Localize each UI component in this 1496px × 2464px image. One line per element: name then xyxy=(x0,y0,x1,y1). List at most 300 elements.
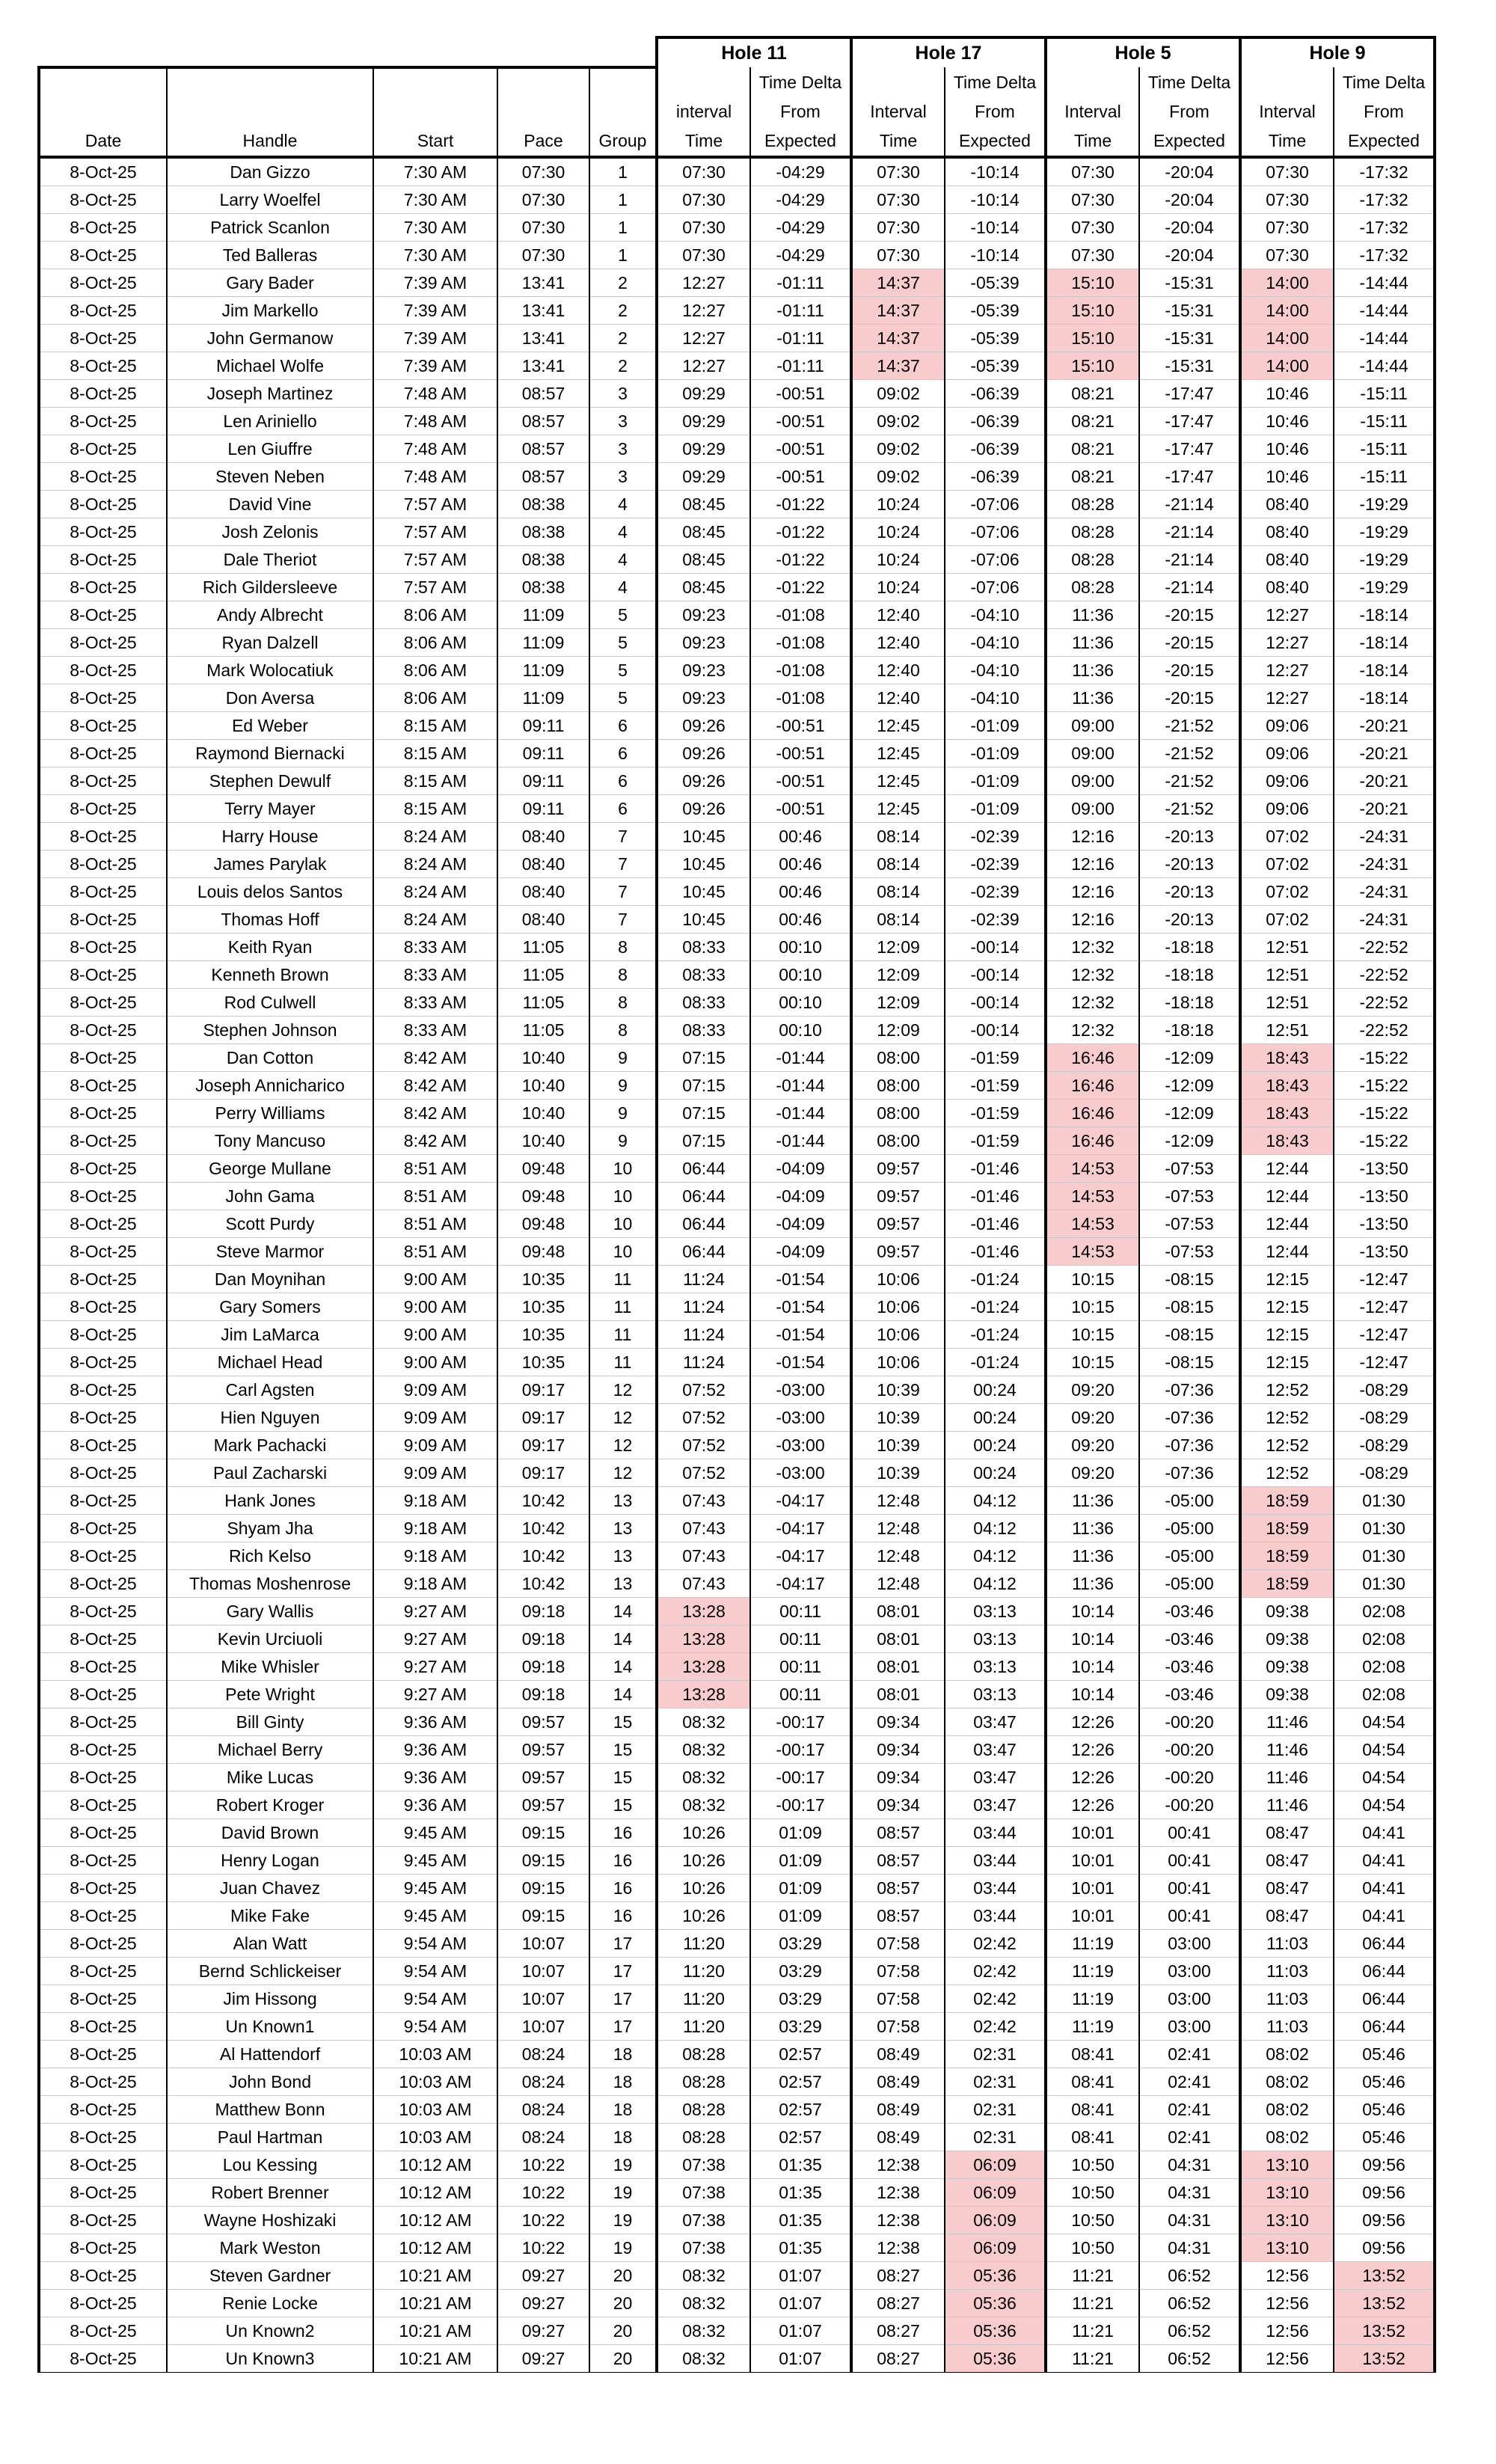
h17-delta-cell: 05:36 xyxy=(945,2345,1046,2373)
h17-interval-cell: 12:40 xyxy=(851,657,945,684)
h17-interval-cell: 12:09 xyxy=(851,934,945,961)
h17-interval-cell: 10:24 xyxy=(851,518,945,546)
pace-cell: 09:11 xyxy=(497,712,589,740)
table-row xyxy=(39,1515,1435,1542)
table-row xyxy=(39,352,1435,380)
h9-interval-cell: 11:46 xyxy=(1240,1708,1334,1736)
table-row xyxy=(39,1487,1435,1515)
h5-delta-cell: -00:20 xyxy=(1139,1736,1240,1764)
start-cell: 8:42 AM xyxy=(373,1072,497,1100)
pace-cell: 09:57 xyxy=(497,1736,589,1764)
date-cell: 8-Oct-25 xyxy=(39,1515,167,1542)
h5-delta-cell: -15:31 xyxy=(1139,325,1240,352)
hole-5-header: Hole 5 xyxy=(1046,37,1240,67)
h17-interval-cell: 07:30 xyxy=(851,157,945,186)
h5-interval-cell: 14:53 xyxy=(1046,1210,1139,1238)
h5-delta-cell: 03:00 xyxy=(1139,1930,1240,1958)
h5-interval-cell: 08:28 xyxy=(1046,491,1139,518)
group-cell: 10 xyxy=(589,1238,657,1266)
group-cell: 10 xyxy=(589,1183,657,1210)
h11-delta-cell: 00:11 xyxy=(750,1625,851,1653)
h9-delta-cell: -08:29 xyxy=(1334,1459,1435,1487)
h9-interval-cell: 08:47 xyxy=(1240,1902,1334,1930)
group-cell: 10 xyxy=(589,1155,657,1183)
h17-interval-cell: 12:45 xyxy=(851,712,945,740)
h11-delta-cell: -03:00 xyxy=(750,1376,851,1404)
header-date-r2 xyxy=(39,97,167,126)
hole-0-interval-header-r1 xyxy=(657,67,750,97)
h5-delta-cell: -12:09 xyxy=(1139,1072,1240,1100)
h17-delta-cell: 03:44 xyxy=(945,1847,1046,1875)
h17-delta-cell: -06:39 xyxy=(945,380,1046,408)
date-cell: 8-Oct-25 xyxy=(39,2124,167,2151)
h5-delta-cell: 06:52 xyxy=(1139,2317,1240,2345)
h9-interval-cell: 11:46 xyxy=(1240,1764,1334,1792)
h5-interval-cell: 10:01 xyxy=(1046,1902,1139,1930)
h9-interval-cell: 12:52 xyxy=(1240,1459,1334,1487)
date-cell: 8-Oct-25 xyxy=(39,1210,167,1238)
h5-delta-cell: -21:14 xyxy=(1139,546,1240,574)
group-cell: 19 xyxy=(589,2179,657,2207)
h9-interval-cell: 08:02 xyxy=(1240,2096,1334,2124)
h5-delta-cell: -15:31 xyxy=(1139,297,1240,325)
h9-delta-cell: -14:44 xyxy=(1334,269,1435,297)
date-cell: 8-Oct-25 xyxy=(39,325,167,352)
tee-time-sheet xyxy=(37,36,1436,2373)
h11-delta-cell: -01:44 xyxy=(750,1072,851,1100)
h11-delta-cell: 01:35 xyxy=(750,2207,851,2234)
pace-cell: 08:38 xyxy=(497,574,589,601)
pace-cell: 09:17 xyxy=(497,1404,589,1432)
h17-delta-cell: 00:24 xyxy=(945,1459,1046,1487)
start-cell: 10:21 AM xyxy=(373,2345,497,2373)
group-cell: 12 xyxy=(589,1376,657,1404)
h9-interval-cell: 11:03 xyxy=(1240,1930,1334,1958)
table-row xyxy=(39,2207,1435,2234)
h9-delta-cell: 04:41 xyxy=(1334,1819,1435,1847)
h11-delta-cell: -01:54 xyxy=(750,1266,851,1293)
date-cell: 8-Oct-25 xyxy=(39,1100,167,1127)
h11-delta-cell: 00:46 xyxy=(750,823,851,851)
h17-interval-cell: 14:37 xyxy=(851,269,945,297)
h17-delta-cell: -10:14 xyxy=(945,186,1046,214)
table-row xyxy=(39,1792,1435,1819)
date-cell: 8-Oct-25 xyxy=(39,601,167,629)
handle-cell: Shyam Jha xyxy=(167,1515,373,1542)
h5-interval-cell: 11:36 xyxy=(1046,657,1139,684)
h11-delta-cell: -00:51 xyxy=(750,408,851,435)
h11-delta-cell: -01:22 xyxy=(750,546,851,574)
h5-interval-cell: 08:28 xyxy=(1046,546,1139,574)
h9-delta-cell: -24:31 xyxy=(1334,878,1435,906)
h11-interval-cell: 08:33 xyxy=(657,989,750,1017)
h5-delta-cell: -08:15 xyxy=(1139,1266,1240,1293)
pace-cell: 10:35 xyxy=(497,1321,589,1349)
h17-interval-cell: 08:57 xyxy=(851,1902,945,1930)
date-cell: 8-Oct-25 xyxy=(39,1487,167,1515)
start-cell: 9:09 AM xyxy=(373,1432,497,1459)
h17-interval-cell: 08:00 xyxy=(851,1127,945,1155)
h11-delta-cell: 01:09 xyxy=(750,1902,851,1930)
h17-delta-cell: 06:09 xyxy=(945,2234,1046,2262)
start-cell: 10:12 AM xyxy=(373,2151,497,2179)
h17-interval-cell: 14:37 xyxy=(851,297,945,325)
hole-11-header: Hole 11 xyxy=(657,37,851,67)
table-row xyxy=(39,1542,1435,1570)
hole-1-interval-header-r2: Interval xyxy=(851,97,945,126)
handle-cell: Kenneth Brown xyxy=(167,961,373,989)
h11-delta-cell: -03:00 xyxy=(750,1459,851,1487)
h5-interval-cell: 10:14 xyxy=(1046,1625,1139,1653)
h9-interval-cell: 14:00 xyxy=(1240,297,1334,325)
h11-interval-cell: 07:52 xyxy=(657,1432,750,1459)
date-cell: 8-Oct-25 xyxy=(39,297,167,325)
table-row xyxy=(39,1432,1435,1459)
pace-cell: 13:41 xyxy=(497,325,589,352)
handle-cell: Len Giuffre xyxy=(167,435,373,463)
handle-cell: Ryan Dalzell xyxy=(167,629,373,657)
h5-delta-cell: -12:09 xyxy=(1139,1044,1240,1072)
h9-delta-cell: -15:22 xyxy=(1334,1072,1435,1100)
h5-delta-cell: -07:53 xyxy=(1139,1210,1240,1238)
pace-cell: 08:57 xyxy=(497,435,589,463)
group-cell: 11 xyxy=(589,1349,657,1376)
h5-delta-cell: -20:15 xyxy=(1139,684,1240,712)
handle-cell: Patrick Scanlon xyxy=(167,214,373,242)
h5-interval-cell: 12:16 xyxy=(1046,823,1139,851)
h17-interval-cell: 09:02 xyxy=(851,463,945,491)
hole-0-delta-header-r1: Time Delta xyxy=(750,67,851,97)
h17-interval-cell: 10:39 xyxy=(851,1432,945,1459)
h17-interval-cell: 08:27 xyxy=(851,2262,945,2290)
hole-1-delta-header-r2: From xyxy=(945,97,1046,126)
start-cell: 10:21 AM xyxy=(373,2262,497,2290)
h17-interval-cell: 10:39 xyxy=(851,1459,945,1487)
date-cell: 8-Oct-25 xyxy=(39,491,167,518)
h17-delta-cell: 02:42 xyxy=(945,1930,1046,1958)
h11-interval-cell: 07:15 xyxy=(657,1100,750,1127)
date-cell: 8-Oct-25 xyxy=(39,1902,167,1930)
h9-interval-cell: 12:51 xyxy=(1240,961,1334,989)
h9-delta-cell: -12:47 xyxy=(1334,1321,1435,1349)
h9-delta-cell: -14:44 xyxy=(1334,325,1435,352)
h5-interval-cell: 09:20 xyxy=(1046,1376,1139,1404)
h11-delta-cell: -03:00 xyxy=(750,1432,851,1459)
handle-cell: Don Aversa xyxy=(167,684,373,712)
date-cell: 8-Oct-25 xyxy=(39,1127,167,1155)
h5-delta-cell: -21:52 xyxy=(1139,712,1240,740)
h9-delta-cell: -12:47 xyxy=(1334,1266,1435,1293)
h5-delta-cell: 02:41 xyxy=(1139,2096,1240,2124)
date-cell: 8-Oct-25 xyxy=(39,380,167,408)
hole-1-interval-header-r1 xyxy=(851,67,945,97)
h11-interval-cell: 07:15 xyxy=(657,1044,750,1072)
h17-interval-cell: 08:00 xyxy=(851,1100,945,1127)
h9-delta-cell: 13:52 xyxy=(1334,2290,1435,2317)
h9-interval-cell: 09:06 xyxy=(1240,712,1334,740)
hole-3-delta-header-r3: Expected xyxy=(1334,126,1435,157)
table-row xyxy=(39,1293,1435,1321)
h5-interval-cell: 10:15 xyxy=(1046,1293,1139,1321)
h11-delta-cell: -00:51 xyxy=(750,767,851,795)
pace-cell: 13:41 xyxy=(497,297,589,325)
h17-delta-cell: 06:09 xyxy=(945,2179,1046,2207)
table-row xyxy=(39,2317,1435,2345)
handle-cell: Dan Gizzo xyxy=(167,157,373,186)
date-cell: 8-Oct-25 xyxy=(39,1985,167,2013)
table-row xyxy=(39,1708,1435,1736)
h5-interval-cell: 08:21 xyxy=(1046,463,1139,491)
h5-delta-cell: -05:00 xyxy=(1139,1515,1240,1542)
h5-delta-cell: 00:41 xyxy=(1139,1847,1240,1875)
h17-interval-cell: 12:48 xyxy=(851,1515,945,1542)
h9-interval-cell: 12:44 xyxy=(1240,1183,1334,1210)
hole-1-interval-header-r3: Time xyxy=(851,126,945,157)
h17-delta-cell: -06:39 xyxy=(945,463,1046,491)
date-cell: 8-Oct-25 xyxy=(39,1653,167,1681)
start-cell: 7:39 AM xyxy=(373,325,497,352)
h17-delta-cell: -06:39 xyxy=(945,408,1046,435)
handle-cell: Louis delos Santos xyxy=(167,878,373,906)
h9-interval-cell: 09:06 xyxy=(1240,740,1334,767)
h5-interval-cell: 15:10 xyxy=(1046,325,1139,352)
h11-delta-cell: -01:11 xyxy=(750,325,851,352)
h9-delta-cell: -13:50 xyxy=(1334,1155,1435,1183)
h5-interval-cell: 08:28 xyxy=(1046,518,1139,546)
h11-interval-cell: 08:32 xyxy=(657,2262,750,2290)
h9-delta-cell: 04:41 xyxy=(1334,1875,1435,1902)
h11-interval-cell: 07:38 xyxy=(657,2179,750,2207)
h9-delta-cell: -19:29 xyxy=(1334,574,1435,601)
h11-delta-cell: 00:46 xyxy=(750,906,851,934)
h5-interval-cell: 11:21 xyxy=(1046,2262,1139,2290)
start-cell: 9:09 AM xyxy=(373,1404,497,1432)
start-cell: 7:30 AM xyxy=(373,186,497,214)
h11-interval-cell: 07:30 xyxy=(657,157,750,186)
header-row-3 xyxy=(39,126,1435,157)
h9-delta-cell: -19:29 xyxy=(1334,518,1435,546)
group-cell: 14 xyxy=(589,1681,657,1708)
pace-cell: 11:05 xyxy=(497,934,589,961)
h17-interval-cell: 08:01 xyxy=(851,1598,945,1625)
h9-delta-cell: -17:32 xyxy=(1334,214,1435,242)
date-cell: 8-Oct-25 xyxy=(39,740,167,767)
h5-interval-cell: 12:32 xyxy=(1046,961,1139,989)
h5-interval-cell: 15:10 xyxy=(1046,269,1139,297)
h9-interval-cell: 07:30 xyxy=(1240,242,1334,269)
table-row xyxy=(39,491,1435,518)
h11-interval-cell: 07:38 xyxy=(657,2234,750,2262)
h17-delta-cell: -04:10 xyxy=(945,657,1046,684)
group-cell: 4 xyxy=(589,491,657,518)
h11-interval-cell: 11:24 xyxy=(657,1321,750,1349)
h5-delta-cell: -18:18 xyxy=(1139,1017,1240,1044)
h5-interval-cell: 12:16 xyxy=(1046,851,1139,878)
group-cell: 6 xyxy=(589,795,657,823)
h11-delta-cell: 00:11 xyxy=(750,1681,851,1708)
h17-delta-cell: 02:31 xyxy=(945,2041,1046,2068)
h5-delta-cell: -12:09 xyxy=(1139,1100,1240,1127)
h5-interval-cell: 08:28 xyxy=(1046,574,1139,601)
header-pace-r3: Pace xyxy=(497,126,589,157)
h11-delta-cell: 00:46 xyxy=(750,851,851,878)
group-cell: 8 xyxy=(589,1017,657,1044)
h11-interval-cell: 10:26 xyxy=(657,1819,750,1847)
h5-delta-cell: -05:00 xyxy=(1139,1570,1240,1598)
h11-interval-cell: 08:45 xyxy=(657,574,750,601)
group-cell: 6 xyxy=(589,767,657,795)
handle-cell: Terry Mayer xyxy=(167,795,373,823)
h11-interval-cell: 11:20 xyxy=(657,2013,750,2041)
handle-cell: Alan Watt xyxy=(167,1930,373,1958)
date-cell: 8-Oct-25 xyxy=(39,1958,167,1985)
h9-interval-cell: 12:15 xyxy=(1240,1349,1334,1376)
h17-delta-cell: -02:39 xyxy=(945,851,1046,878)
h5-interval-cell: 11:36 xyxy=(1046,1487,1139,1515)
h5-interval-cell: 09:20 xyxy=(1046,1459,1139,1487)
h9-interval-cell: 10:46 xyxy=(1240,435,1334,463)
date-cell: 8-Oct-25 xyxy=(39,934,167,961)
h11-interval-cell: 06:44 xyxy=(657,1183,750,1210)
pace-cell: 07:30 xyxy=(497,157,589,186)
start-cell: 9:27 AM xyxy=(373,1598,497,1625)
start-cell: 7:57 AM xyxy=(373,546,497,574)
h9-interval-cell: 12:27 xyxy=(1240,629,1334,657)
pace-cell: 09:11 xyxy=(497,795,589,823)
h9-delta-cell: -13:50 xyxy=(1334,1183,1435,1210)
date-cell: 8-Oct-25 xyxy=(39,1792,167,1819)
h11-interval-cell: 09:29 xyxy=(657,435,750,463)
h11-interval-cell: 11:24 xyxy=(657,1266,750,1293)
hole-2-interval-header-r2: Interval xyxy=(1046,97,1139,126)
group-cell: 17 xyxy=(589,1930,657,1958)
h9-delta-cell: -19:29 xyxy=(1334,546,1435,574)
h9-interval-cell: 08:02 xyxy=(1240,2041,1334,2068)
h9-interval-cell: 18:59 xyxy=(1240,1487,1334,1515)
group-cell: 5 xyxy=(589,629,657,657)
h5-interval-cell: 14:53 xyxy=(1046,1238,1139,1266)
handle-cell: Rich Gildersleeve xyxy=(167,574,373,601)
h5-delta-cell: -20:04 xyxy=(1139,214,1240,242)
start-cell: 9:18 AM xyxy=(373,1515,497,1542)
h9-interval-cell: 12:56 xyxy=(1240,2317,1334,2345)
h17-delta-cell: -07:06 xyxy=(945,546,1046,574)
h9-interval-cell: 08:40 xyxy=(1240,546,1334,574)
h17-delta-cell: -01:59 xyxy=(945,1044,1046,1072)
h5-delta-cell: -03:46 xyxy=(1139,1681,1240,1708)
h17-interval-cell: 07:30 xyxy=(851,242,945,269)
h11-interval-cell: 08:33 xyxy=(657,934,750,961)
h9-interval-cell: 11:46 xyxy=(1240,1792,1334,1819)
h11-interval-cell: 08:32 xyxy=(657,1736,750,1764)
h9-delta-cell: 04:41 xyxy=(1334,1847,1435,1875)
h5-interval-cell: 11:36 xyxy=(1046,1570,1139,1598)
table-row xyxy=(39,2124,1435,2151)
date-cell: 8-Oct-25 xyxy=(39,1708,167,1736)
start-cell: 7:30 AM xyxy=(373,214,497,242)
group-cell: 8 xyxy=(589,934,657,961)
start-cell: 8:42 AM xyxy=(373,1044,497,1072)
h11-interval-cell: 10:45 xyxy=(657,851,750,878)
h9-interval-cell: 09:06 xyxy=(1240,767,1334,795)
h11-delta-cell: 01:07 xyxy=(750,2290,851,2317)
pace-cell: 08:40 xyxy=(497,906,589,934)
handle-cell: Bill Ginty xyxy=(167,1708,373,1736)
pace-cell: 10:42 xyxy=(497,1570,589,1598)
table-row xyxy=(39,906,1435,934)
date-cell: 8-Oct-25 xyxy=(39,2179,167,2207)
date-cell: 8-Oct-25 xyxy=(39,2207,167,2234)
h11-interval-cell: 07:43 xyxy=(657,1515,750,1542)
h17-interval-cell: 08:27 xyxy=(851,2345,945,2373)
h5-interval-cell: 08:21 xyxy=(1046,408,1139,435)
h11-delta-cell: -04:29 xyxy=(750,214,851,242)
pace-cell: 13:41 xyxy=(497,269,589,297)
date-cell: 8-Oct-25 xyxy=(39,2096,167,2124)
h5-interval-cell: 07:30 xyxy=(1046,214,1139,242)
hole-2-interval-header-r1 xyxy=(1046,67,1139,97)
start-cell: 8:33 AM xyxy=(373,961,497,989)
h11-delta-cell: 01:35 xyxy=(750,2234,851,2262)
h5-delta-cell: -08:15 xyxy=(1139,1321,1240,1349)
h9-interval-cell: 08:40 xyxy=(1240,518,1334,546)
start-cell: 10:03 AM xyxy=(373,2124,497,2151)
h5-delta-cell: -21:52 xyxy=(1139,795,1240,823)
h11-delta-cell: -04:17 xyxy=(750,1487,851,1515)
h9-delta-cell: 06:44 xyxy=(1334,2013,1435,2041)
h9-interval-cell: 18:43 xyxy=(1240,1072,1334,1100)
h9-interval-cell: 08:02 xyxy=(1240,2124,1334,2151)
h9-delta-cell: -18:14 xyxy=(1334,684,1435,712)
h9-delta-cell: -20:21 xyxy=(1334,740,1435,767)
handle-cell: Mark Weston xyxy=(167,2234,373,2262)
h9-interval-cell: 10:46 xyxy=(1240,408,1334,435)
h17-interval-cell: 10:39 xyxy=(851,1404,945,1432)
group-cell: 4 xyxy=(589,518,657,546)
table-row xyxy=(39,2179,1435,2207)
h17-interval-cell: 07:58 xyxy=(851,1985,945,2013)
h5-interval-cell: 07:30 xyxy=(1046,242,1139,269)
h5-delta-cell: -20:15 xyxy=(1139,629,1240,657)
table-row xyxy=(39,2234,1435,2262)
group-cell: 12 xyxy=(589,1432,657,1459)
h11-interval-cell: 09:26 xyxy=(657,712,750,740)
group-cell: 4 xyxy=(589,546,657,574)
h5-interval-cell: 09:00 xyxy=(1046,740,1139,767)
start-cell: 10:12 AM xyxy=(373,2179,497,2207)
date-cell: 8-Oct-25 xyxy=(39,1017,167,1044)
table-row xyxy=(39,1238,1435,1266)
handle-cell: John Gama xyxy=(167,1183,373,1210)
handle-cell: Matthew Bonn xyxy=(167,2096,373,2124)
h9-delta-cell: -15:22 xyxy=(1334,1127,1435,1155)
h5-interval-cell: 08:41 xyxy=(1046,2096,1139,2124)
h11-interval-cell: 08:32 xyxy=(657,1708,750,1736)
date-cell: 8-Oct-25 xyxy=(39,1044,167,1072)
h17-interval-cell: 08:27 xyxy=(851,2317,945,2345)
header-row-1 xyxy=(39,67,1435,97)
start-cell: 8:24 AM xyxy=(373,906,497,934)
date-cell: 8-Oct-25 xyxy=(39,2234,167,2262)
handle-cell: Renie Locke xyxy=(167,2290,373,2317)
h11-interval-cell: 08:32 xyxy=(657,1764,750,1792)
handle-cell: Josh Zelonis xyxy=(167,518,373,546)
h17-delta-cell: 03:44 xyxy=(945,1875,1046,1902)
table-row xyxy=(39,1459,1435,1487)
h11-delta-cell: 01:07 xyxy=(750,2262,851,2290)
date-cell: 8-Oct-25 xyxy=(39,269,167,297)
h11-delta-cell: -04:29 xyxy=(750,186,851,214)
